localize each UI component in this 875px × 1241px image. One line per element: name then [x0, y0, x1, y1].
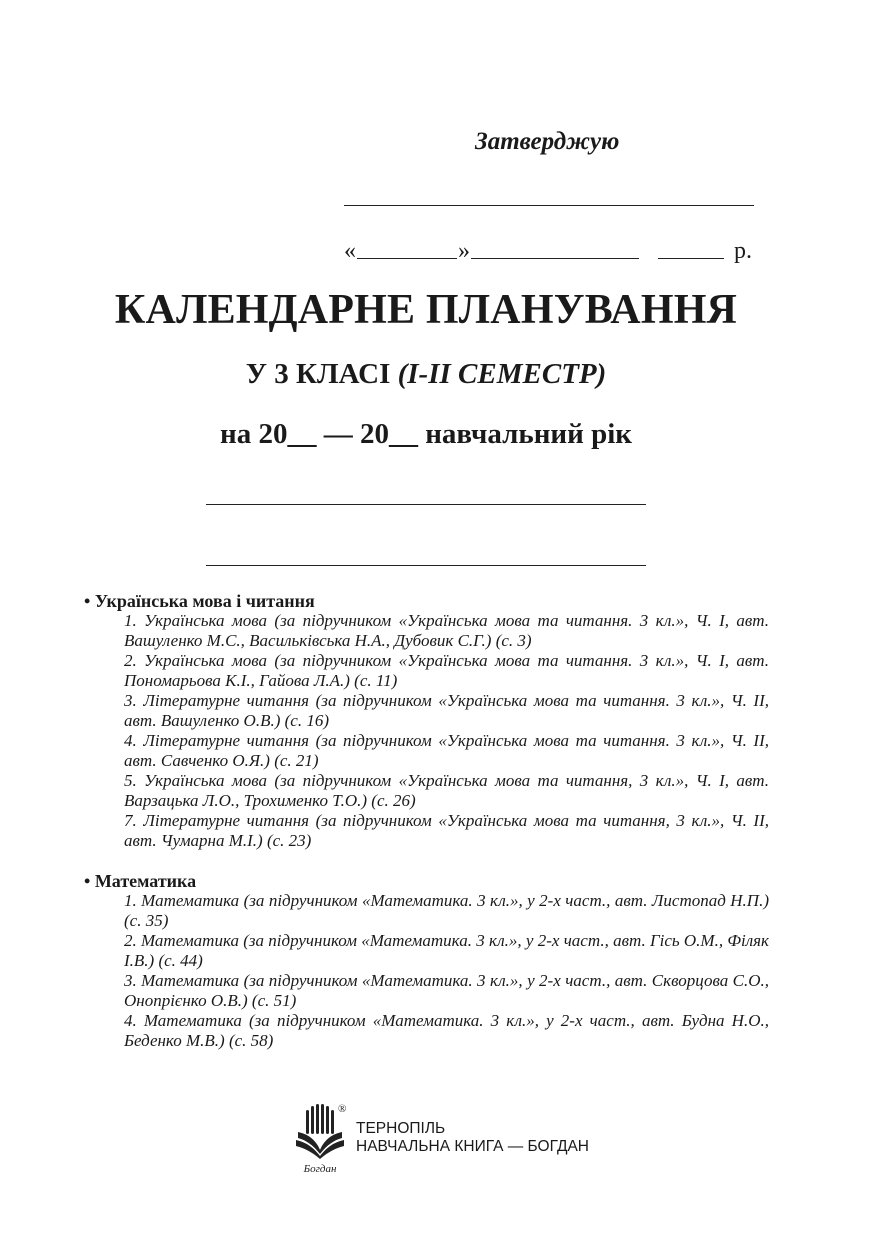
publisher-info: [356, 1120, 589, 1156]
section-list-math: [124, 891, 769, 1051]
approval-label: Затверджую: [475, 128, 620, 155]
list-item: 4. Літературне читання (за підручником «Українська мова та читання. 3 кл.», Ч. ІІ, авт. Савченко О.Я.) (с. 21): [124, 731, 769, 770]
section-heading-math: [84, 871, 196, 892]
logo-text: Богдан: [303, 1163, 337, 1175]
list-item: 2. Українська мова (за підручником «Українська мова та читання. 3 кл.», Ч. І, авт. Пономарьова К.І., Гайова Л.А.) (с. 11): [124, 651, 769, 690]
school-year: на 20__ — 20__ навчальний рік: [220, 418, 632, 450]
list-item: 4. Математика (за підручником «Математика. 3 кл.», у 2-х част., авт. Будна Н.О., Беденко М.В.) (с. 58): [124, 1011, 769, 1050]
section-title: Українська мова і читання: [94, 591, 315, 611]
section-heading-ukrainian: [84, 591, 315, 612]
list-item: 7. Літературне читання (за підручником «Українська мова та читання, 3 кл.», Ч. ІІ, авт. Чумарна М.І.) (с. 23): [124, 811, 769, 850]
signature-line: [344, 205, 754, 206]
class-subtitle: [0, 358, 852, 391]
publisher-name: НАВЧАЛЬНА КНИГА — БОГДАН: [356, 1138, 589, 1155]
blank-line-1: [206, 504, 646, 505]
registered-mark: ®: [338, 1103, 347, 1115]
list-item: 1. Українська мова (за підручником «Українська мова та читання. 3 кл.», Ч. І, авт. Вашуленко М.С., Васильківська Н.А., Дубовик С.Г.) (с. 3): [124, 611, 769, 650]
approval-date-row: [344, 238, 756, 268]
bullet: •: [84, 591, 95, 611]
year-blank: [658, 238, 724, 259]
date-close-quote: »: [458, 238, 470, 264]
class-label: У 3 КЛАСІ: [245, 358, 391, 390]
month-blank: [471, 238, 639, 259]
list-item: 3. Математика (за підручником «Математика. 3 кл.», у 2-х част., авт. Скворцова С.О., Онопрієнко О.В.) (с. 51): [124, 971, 769, 1010]
publisher-city: ТЕРНОПІЛЬ: [356, 1120, 446, 1137]
list-item: 1. Математика (за підручником «Математика. 3 кл.», у 2-х част., авт. Листопад Н.П.) (с. 35): [124, 891, 769, 930]
date-open-quote: «: [344, 238, 356, 264]
year-suffix: р.: [734, 238, 752, 264]
list-item: 2. Математика (за підручником «Математика. 3 кл.», у 2-х част., авт. Гісь О.М., Філяк І.В.) (с. 44): [124, 931, 769, 970]
section-title: Математика: [94, 871, 197, 891]
semester-label: (І-ІІ СЕМЕСТР): [397, 358, 607, 390]
list-item: 3. Літературне читання (за підручником «Українська мова та читання. 3 кл.», Ч. ІІ, авт. Вашуленко О.В.) (с. 16): [124, 691, 769, 730]
blank-line-2: [206, 565, 646, 566]
bullet: •: [84, 871, 95, 891]
day-blank: [357, 238, 457, 259]
list-item: 5. Українська мова (за підручником «Українська мова та читання, 3 кл.», Ч. І, авт. Варзацька Л.О., Трохименко Т.О.) (с. 26): [124, 771, 769, 810]
section-list-ukrainian: [124, 611, 769, 851]
page-title: КАЛЕНДАРНЕ ПЛАНУВАННЯ: [114, 287, 738, 333]
